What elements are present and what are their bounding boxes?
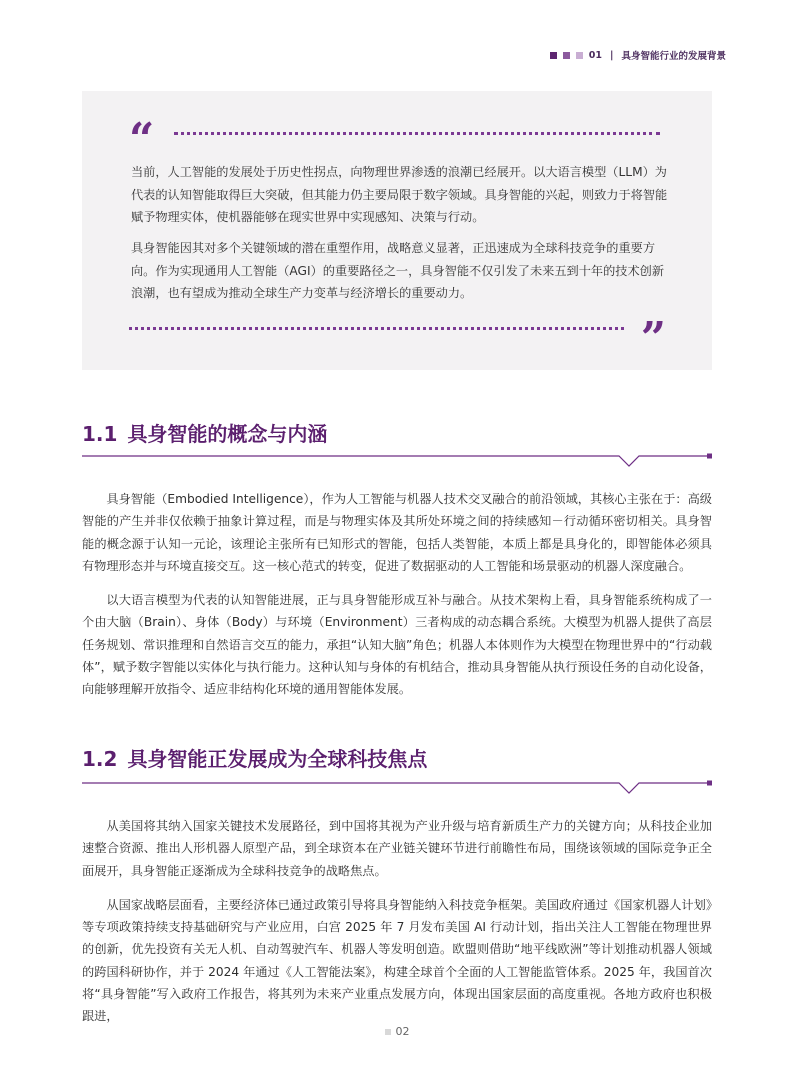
intro-quote-box [82,91,712,370]
section-2-body [82,815,712,1040]
chapter-title: 具身智能行业的发展背景 [621,51,726,62]
section-2-title [82,743,427,772]
section-1-paragraph-2: 以大语言模型为代表的认知智能进展，正与具身智能形成互补与融合。从技术架构上看，具身智能系统构成了一个由大脑（Brain）、身体（Body）与环境（Environment）三者构成的动态耦合系统。大模型为机器人提供了高层任务规划、常识推理和自然语言交互的能力，承担“认知大脑”角色；机器人本体则作为大模型在物理世界中的“行动载体”，赋予数字智能以实体化与执行能力。这种认知与身体的有机结合，推动具身智能从执行预设任务的自动化设备，向能够理解开放指令、适应非结构化环境的通用智能体发展。 [82,593,712,697]
section-1-title [82,418,327,447]
page-header [550,47,726,63]
chapter-number: 01 [588,49,602,61]
section-1-number: 1.1 [82,422,118,446]
header-square-icon [550,52,557,59]
section-1-heading: 具身智能的概念与内涵 [127,422,328,446]
section-2-number: 1.2 [82,747,118,771]
page-square-icon [385,1029,391,1035]
close-quote-icon: ” [640,313,660,364]
header-separator: | [610,49,614,61]
section-2-paragraph-2: 从国家战略层面看，主要经济体已通过政策引导将具身智能纳入科技竞争框架。美国政府通过《国家机器人计划》等专项政策持续支持基础研究与产业应用，白宫 2025 年 7 月发布美国 AI 行动计划，指出关注人工智能在物理世界的创新，优先投资有关无人机、自动驾驶汽车、机器人等发明创造。欧盟则借助“地平线欧洲”等计划推动机器人领域的跨国科研协作，并于 2024 年通过《人工智能法案》，构建全球首个全面的人工智能监管体系。2025 年，我国首次将“具身智能”写入政府工作报告，将其列为未来产业重点发展方向，体现出国家层面的高度重视。各地方政府也积极跟进， [82,897,712,1024]
quote-dotted-divider-bottom [129,327,624,330]
section-2-heading: 具身智能正发展成为全球科技焦点 [127,747,428,771]
section-1-rule [82,452,714,468]
quote-dotted-divider-top [174,132,660,135]
header-square-icon [563,52,570,59]
quote-paragraph-2: 具身智能因其对多个关键领域的潜在重塑作用，战略意义显著，正迅速成为全球科技竞争的重要方向。作为实现通用人工智能（AGI）的重要路径之一，具身智能不仅引发了未来五到十年的技术创新浪潮，也有望成为推动全球生产力变革与经济增长的重要动力。 [131,241,665,300]
page-number: 02 [395,1025,410,1038]
header-square-icon [576,52,583,59]
section-1-paragraph-1: 具身智能（Embodied Intelligence），作为人工智能与机器人技术交叉融合的前沿领域，其核心主张在于：高级智能的产生并非仅依赖于抽象计算过程，而是与物理实体及其所处环境之间的持续感知－行动循环密切相关。具身智能的概念源于认知一元论，该理论主张所有已知形式的智能，包括人类智能，本质上都是具身化的，即智能体必须具有物理形态并与环境直接交互。这一核心范式的转变，促进了数据驱动的人工智能和场景驱动的机器人深度融合。 [82,492,712,573]
quote-paragraph-1: 当前，人工智能的发展处于历史性拐点，向物理世界渗透的浪潮已经展开。以大语言模型（LLM）为代表的认知智能取得巨大突破，但其能力仍主要局限于数字领域。具身智能的兴起，则致力于将智能赋予物理实体，使机器能够在现实世界中实现感知、决策与行动。 [131,165,668,224]
section-2-rule [82,779,714,795]
page-footer [0,1025,794,1038]
section-1-body [82,488,712,713]
open-quote-icon: “ [129,114,149,165]
section-2-paragraph-1: 从美国将其纳入国家关键技术发展路径，到中国将其视为产业升级与培育新质生产力的关键方向；从科技企业加速整合资源、推出人形机器人原型产品，到全球资本在产业链关键环节进行前瞻性布局，围绕该领域的国际竞争正全面展开，具身智能正逐渐成为全球科技竞争的战略焦点。 [82,819,712,878]
